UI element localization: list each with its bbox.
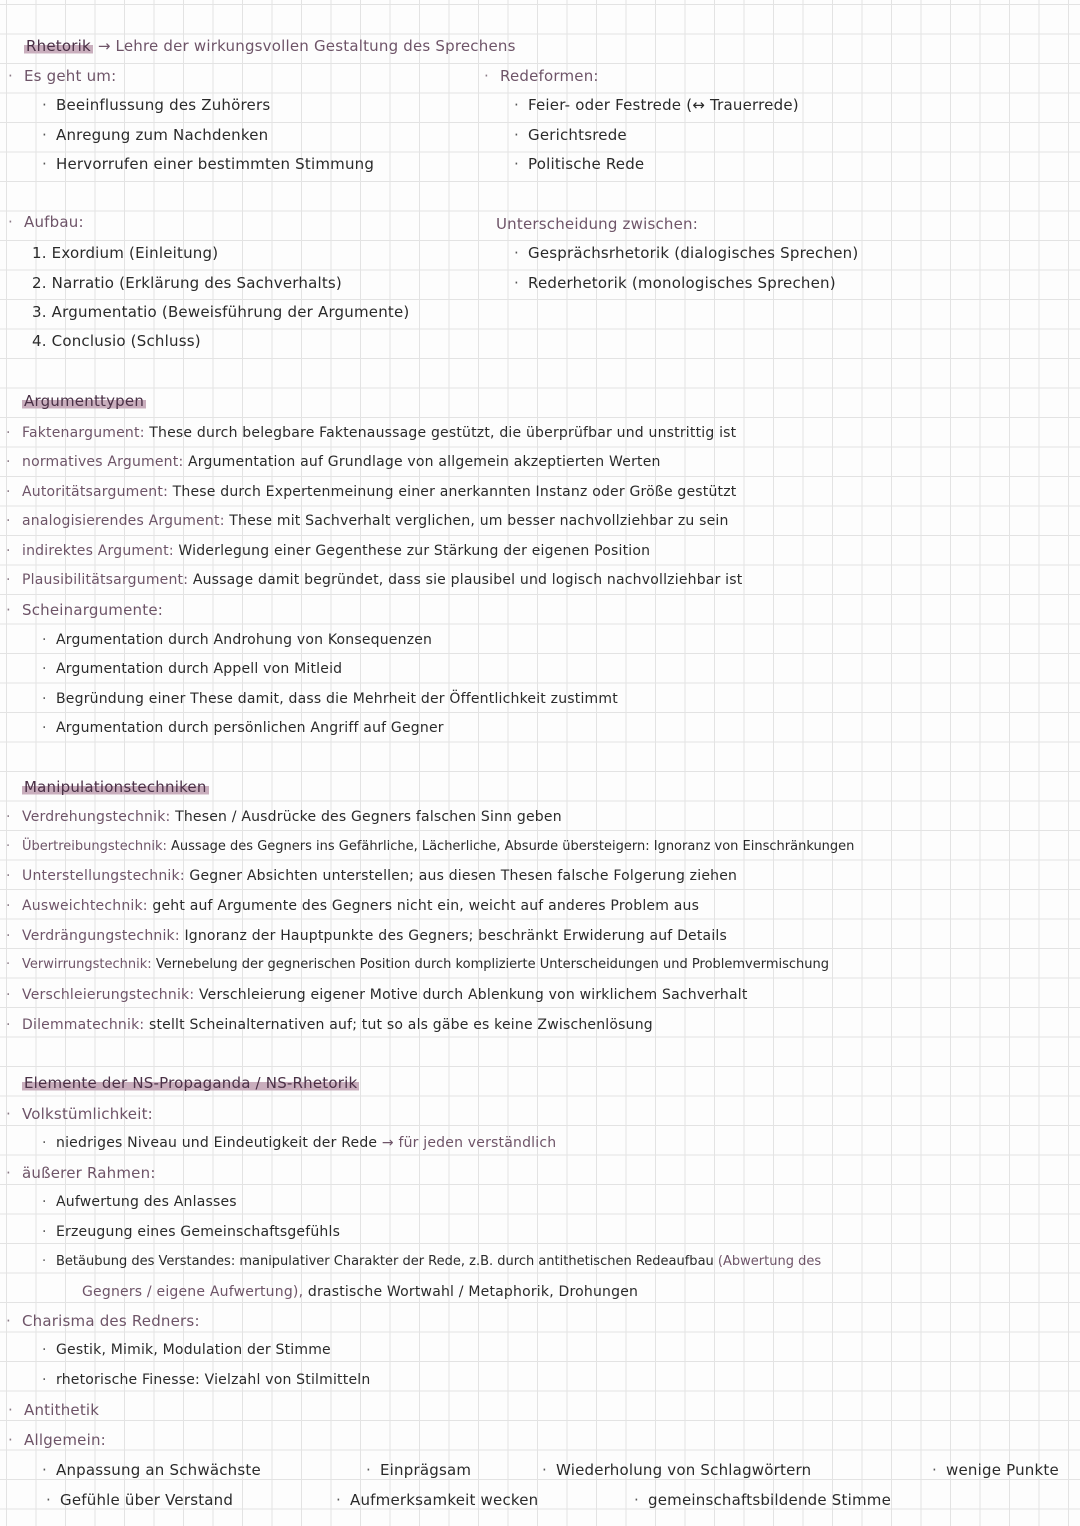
allgemein-item: · Einprägsam	[380, 1460, 471, 1480]
allgemein-item: · wenige Punkte	[946, 1460, 1059, 1480]
argument-row	[22, 452, 661, 472]
redeformen-item: · Feier- oder Festrede (↔ Trauerrede)	[528, 95, 799, 115]
technik-term: Ausweichtechnik:	[22, 898, 148, 914]
volkstuemlichkeit-arrow: → für jeden verständlich	[381, 1135, 557, 1151]
rahmen-item: · Aufwertung des Anlasses	[56, 1192, 237, 1212]
unterscheidung-item: · Rederhetorik (monologisches Sprechen)	[528, 273, 836, 293]
ns-heading: Elemente der NS-Propaganda / NS-Rhetorik	[24, 1074, 358, 1092]
redeformen-item: · Gerichtsrede	[528, 125, 627, 145]
technik-row	[22, 985, 748, 1005]
aufbau-item: 1. Exordium (Einleitung)	[32, 244, 219, 262]
technik-term: Übertreibungstechnik:	[22, 839, 167, 854]
argument-term: Autoritätsargument:	[22, 484, 168, 500]
technik-term: Unterstellungstechnik:	[22, 868, 185, 884]
unterscheidung-label: Unterscheidung zwischen:	[496, 215, 699, 233]
es-geht-um-item: · Anregung zum Nachdenken	[56, 125, 268, 145]
allgemein-item: · Wiederholung von Schlagwörtern	[556, 1460, 811, 1480]
scheinargument-item: · Argumentation durch Appell von Mitleid	[56, 659, 342, 679]
allgemein-item: · Anpassung an Schwächste	[56, 1460, 261, 1480]
argument-text: These durch belegbare Faktenaussage gestützt, die überprüfbar und unstrittig ist	[149, 425, 737, 441]
es-geht-um-label: · Es geht um:	[24, 66, 116, 86]
betaeubung-continued	[82, 1282, 638, 1302]
scheinargumente-label: · Scheinargumente:	[22, 600, 163, 620]
technik-row	[22, 866, 737, 886]
rahmen-label: · äußerer Rahmen:	[22, 1163, 156, 1183]
technik-text: Aussage des Gegners ins Gefährliche, Lächerliche, Absurde übersteigern: Ignoranz von Einschränkungen	[171, 839, 855, 854]
rhetorik-heading: Rhetorik	[26, 37, 91, 55]
rhetorik-definition: → Lehre der wirkungsvollen Gestaltung des Sprechens	[97, 37, 516, 55]
redeformen-label: · Redeformen:	[500, 66, 599, 86]
argument-row	[22, 541, 650, 561]
argument-term: Faktenargument:	[22, 425, 145, 441]
es-geht-um-item: · Beeinflussung des Zuhörers	[56, 95, 270, 115]
redeformen-item: · Politische Rede	[528, 154, 644, 174]
argument-text: Widerlegung einer Gegenthese zur Stärkung der eigenen Position	[178, 543, 651, 559]
argument-text: These mit Sachverhalt verglichen, um besser nachvollziehbar zu sein	[229, 513, 729, 529]
betaeubung-purple-continued: Gegners / eigene Aufwertung),	[82, 1284, 304, 1300]
technik-term: Verdrehungstechnik:	[22, 809, 171, 825]
argument-text: Argumentation auf Grundlage von allgemein akzeptierten Werten	[188, 454, 661, 470]
technik-text: Vernebelung der gegnerischen Position durch komplizierte Unterscheidungen und Problemvermischung	[155, 957, 830, 972]
manipulation-title	[22, 777, 209, 797]
technik-row	[22, 955, 829, 975]
betaeubung-item	[56, 1252, 821, 1272]
scheinargument-item: · Begründung einer These damit, dass die Mehrheit der Öffentlichkeit zustimmt	[56, 689, 618, 709]
antithetik: · Antithetik	[24, 1400, 99, 1420]
technik-row	[22, 926, 727, 946]
ns-title	[22, 1073, 359, 1093]
volkstuemlichkeit-item	[56, 1133, 556, 1153]
volkstuemlichkeit-label: · Volkstümlichkeit:	[22, 1104, 153, 1124]
argument-term: analogisierendes Argument:	[22, 513, 225, 529]
charisma-item: · rhetorische Finesse: Vielzahl von Stilmitteln	[56, 1370, 370, 1390]
argument-text: These durch Expertenmeinung einer anerkannten Instanz oder Größe gestützt	[172, 484, 737, 500]
argumenttypen-title	[22, 391, 146, 411]
technik-term: Verdrängungstechnik:	[22, 928, 180, 944]
aufbau-label: · Aufbau:	[24, 212, 84, 232]
rahmen-item: · Erzeugung eines Gemeinschaftsgefühls	[56, 1222, 340, 1242]
technik-text: Thesen / Ausdrücke des Gegners falschen Sinn geben	[175, 809, 562, 825]
technik-term: Verschleierungstechnik:	[22, 987, 195, 1003]
aufbau-item: 3. Argumentatio (Beweisführung der Argumente)	[32, 303, 410, 321]
volkstuemlichkeit-text: niedriges Niveau und Eindeutigkeit der Rede	[56, 1135, 378, 1151]
argument-text: Aussage damit begründet, dass sie plausibel und logisch nachvollziehbar ist	[192, 572, 743, 588]
technik-text: stellt Scheinalternativen auf; tut so als gäbe es keine Zwischenlösung	[148, 1017, 653, 1033]
betaeubung-rest: drastische Wortwahl / Metaphorik, Drohungen	[307, 1284, 639, 1300]
scheinargument-item: · Argumentation durch persönlichen Angriff auf Gegner	[56, 718, 444, 738]
argument-row	[22, 570, 742, 590]
technik-text: Gegner Absichten unterstellen; aus diesen Thesen falsche Folgerung ziehen	[189, 868, 738, 884]
aufbau-item: 4. Conclusio (Schluss)	[32, 332, 201, 350]
betaeubung-text: Betäubung des Verstandes: manipulativer Charakter der Rede, z.B. durch antithetischen Redeaufbau	[56, 1254, 714, 1269]
allgemein-item: · Aufmerksamkeit wecken	[350, 1490, 538, 1510]
argument-term: normatives Argument:	[22, 454, 184, 470]
technik-text: Verschleierung eigener Motive durch Ablenkung von wirklichem Sachverhalt	[198, 987, 748, 1003]
technik-row	[22, 1015, 653, 1035]
manipulation-heading: Manipulationstechniken	[24, 778, 207, 796]
allgemein-label: · Allgemein:	[24, 1430, 106, 1450]
argument-term: indirektes Argument:	[22, 543, 174, 559]
unterscheidung-item: · Gesprächsrhetorik (dialogisches Sprechen)	[528, 243, 858, 263]
technik-term: Verwirrungstechnik:	[22, 957, 152, 972]
charisma-item: · Gestik, Mimik, Modulation der Stimme	[56, 1340, 331, 1360]
scheinargument-item: · Argumentation durch Androhung von Konsequenzen	[56, 630, 432, 650]
technik-term: Dilemmatechnik:	[22, 1017, 145, 1033]
technik-row	[22, 807, 562, 827]
betaeubung-purple: (Abwertung des	[717, 1254, 822, 1269]
argument-row	[22, 482, 737, 502]
argument-row	[22, 423, 736, 443]
technik-text: Ignoranz der Hauptpunkte des Gegners; beschränkt Erwiderung auf Details	[184, 928, 728, 944]
technik-row	[22, 896, 699, 916]
technik-text: geht auf Argumente des Gegners nicht ein, weicht auf anderes Problem aus	[152, 898, 700, 914]
argumenttypen-heading: Argumenttypen	[24, 392, 145, 410]
allgemein-item: · gemeinschaftsbildende Stimme	[648, 1490, 891, 1510]
es-geht-um-item: · Hervorrufen einer bestimmten Stimmung	[56, 154, 374, 174]
argument-term: Plausibilitätsargument:	[22, 572, 189, 588]
argument-row	[22, 511, 729, 531]
aufbau-item: 2. Narratio (Erklärung des Sachverhalts)	[32, 274, 342, 292]
charisma-label: · Charisma des Redners:	[22, 1311, 200, 1331]
technik-row	[22, 837, 854, 857]
rhetorik-title	[24, 36, 516, 56]
allgemein-item: · Gefühle über Verstand	[60, 1490, 233, 1510]
